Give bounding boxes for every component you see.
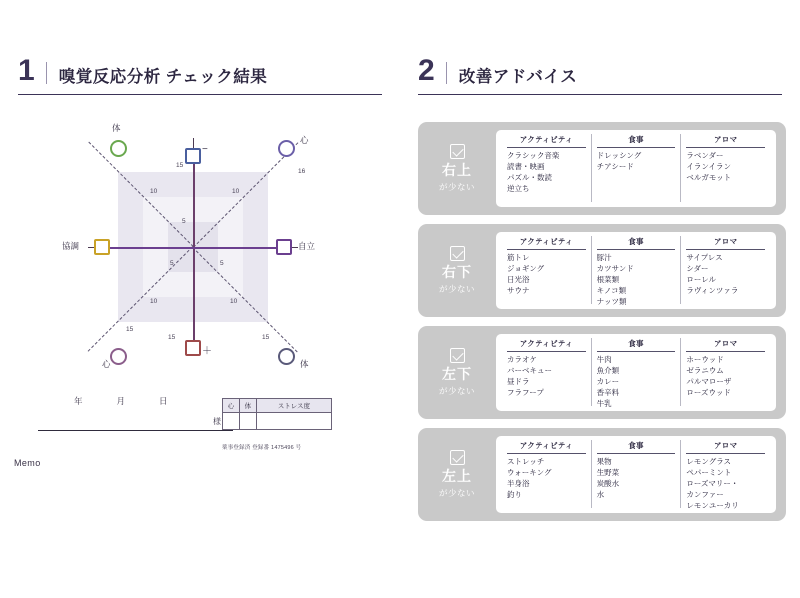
list-item: チアシード	[596, 161, 634, 171]
list-item: 炭酸水	[596, 478, 620, 488]
advice-card-list	[418, 122, 786, 530]
tick-inner-5: 5	[220, 260, 224, 267]
column-aroma	[680, 134, 770, 202]
card-body	[496, 436, 776, 513]
column-header: アロマ	[686, 338, 765, 352]
list-item: ラベンダー	[686, 151, 724, 160]
checkbox-checked-icon[interactable]	[450, 348, 465, 363]
column-header: 食事	[597, 134, 676, 148]
card-position-block	[426, 232, 488, 309]
list-item: パズル・数読	[507, 172, 552, 182]
cell-stress[interactable]	[256, 413, 331, 430]
date-row	[56, 395, 216, 407]
card-position-label: 右下	[442, 264, 472, 281]
column-header: アクティビティ	[507, 440, 586, 454]
axis-label-right: 自立	[298, 241, 316, 251]
column-header-stress: ストレス度	[256, 399, 331, 413]
corner-label-top-left: 体	[112, 123, 121, 133]
list-item: シダー	[686, 263, 709, 273]
date-day: 日	[159, 396, 168, 406]
node-top[interactable]	[185, 148, 201, 164]
list-item: カツサンド	[596, 263, 634, 273]
column-activity	[502, 338, 591, 406]
list-item: 香辛料	[596, 387, 620, 397]
list-item: ローレル	[686, 274, 717, 284]
date-year: 年	[74, 396, 83, 406]
score-table	[222, 398, 332, 430]
signature-honorific: 様	[213, 417, 221, 426]
list-item: 読書・映画	[507, 161, 545, 171]
list-item: 果物	[596, 457, 612, 466]
column-header: アロマ	[686, 236, 765, 250]
card-position-label: 右上	[442, 162, 472, 179]
tick-inner-7: 10	[230, 298, 238, 305]
list-item: ナッツ類	[596, 296, 627, 306]
checkbox-checked-icon[interactable]	[450, 144, 465, 159]
list-item: ベルガモット	[686, 172, 732, 182]
list-item: サイプレス	[686, 253, 723, 262]
column-diet	[591, 440, 681, 508]
tick-top-left: 15	[176, 162, 184, 169]
list-item: ジョギング	[507, 263, 545, 273]
list-item[interactable]	[418, 428, 786, 521]
tick-inner-2: 10	[232, 188, 240, 195]
checkbox-checked-icon[interactable]	[450, 246, 465, 261]
column-diet	[591, 338, 681, 406]
column-header: アクティビティ	[507, 236, 586, 250]
section-title: 改善アドバイス	[458, 67, 578, 86]
list-item: バーベキュー	[507, 365, 552, 375]
list-item: ペパーミント	[686, 467, 732, 477]
node-left[interactable]	[94, 239, 110, 255]
checkbox-checked-icon[interactable]	[450, 450, 465, 465]
list-item: カンファー	[686, 489, 724, 499]
axis-label-top: −	[202, 144, 208, 155]
column-diet	[591, 134, 681, 202]
list-item: 逆立ち	[507, 183, 530, 193]
axis-label-left: 協調	[62, 241, 80, 251]
list-item: 半身浴	[507, 478, 530, 488]
list-item: パルマローザ	[686, 376, 732, 386]
card-position-sub: が少ない	[438, 283, 475, 294]
column-header: 食事	[597, 236, 676, 250]
tick-bottom-3: 15	[262, 334, 270, 341]
date-month: 月	[116, 396, 126, 406]
list-item[interactable]	[418, 224, 786, 317]
list-item: ローズウッド	[686, 387, 731, 397]
corner-label-bottom-left: 心	[102, 359, 111, 369]
list-item[interactable]	[418, 122, 786, 215]
table-row	[223, 413, 332, 430]
column-header: アロマ	[686, 440, 765, 454]
list-item: 根菜類	[596, 274, 620, 284]
list-item: キノコ類	[596, 285, 627, 295]
axis-horizontal-accent	[102, 247, 284, 249]
list-item: 牛乳	[596, 398, 612, 408]
list-item: 筋トレ	[507, 253, 530, 262]
list-item: 牛肉	[596, 355, 612, 364]
card-position-label: 左上	[442, 468, 472, 485]
list-item: ストレッチ	[507, 457, 545, 466]
tick-inner-6: 10	[150, 298, 158, 305]
axis-vertical-accent	[193, 156, 195, 348]
list-item: ゼラニウム	[686, 365, 724, 375]
column-header-body: 体	[239, 399, 256, 413]
tick-inner-1: 10	[150, 188, 158, 195]
divider	[46, 62, 47, 84]
list-item: 生野菜	[596, 467, 620, 477]
page-title: 嗅覚反応分析 チェック結果	[58, 67, 268, 86]
column-header: アクティビティ	[507, 134, 586, 148]
card-position-label: 左下	[442, 366, 472, 383]
list-item: サウナ	[507, 285, 530, 295]
list-item: ドレッシング	[596, 151, 642, 160]
corner-label-top-right: 心	[300, 135, 309, 145]
column-header: アクティビティ	[507, 338, 586, 352]
node-bottom[interactable]	[185, 340, 201, 356]
list-item: ホーウッド	[686, 355, 724, 364]
list-item: 日光浴	[507, 274, 530, 284]
section-header-2	[418, 56, 782, 95]
list-item: レモンユーカリ	[686, 500, 739, 510]
tick-inner-3: 5	[182, 218, 186, 225]
corner-label-bottom-right: 体	[300, 359, 309, 369]
card-position-block	[426, 334, 488, 411]
list-item: レモングラス	[686, 457, 731, 466]
divider	[446, 62, 447, 84]
card-body	[496, 334, 776, 411]
section-number: 1	[18, 54, 34, 87]
column-header: アロマ	[686, 134, 765, 148]
tick-bottom-2: 15	[168, 334, 176, 341]
cell-body[interactable]	[239, 413, 256, 430]
card-position-sub: が少ない	[438, 487, 475, 498]
column-header: 食事	[597, 440, 676, 454]
list-item[interactable]	[418, 326, 786, 419]
table-header-row	[223, 399, 332, 413]
column-aroma	[680, 440, 770, 508]
column-aroma	[680, 338, 770, 406]
node-bottom-right[interactable]	[278, 348, 295, 365]
column-header: 食事	[597, 338, 676, 352]
list-item: 豚汁	[596, 253, 612, 262]
list-item: 釣り	[507, 489, 522, 499]
list-item: カレー	[596, 376, 620, 386]
node-right[interactable]	[276, 239, 292, 255]
tick-inner-4: 5	[170, 260, 174, 267]
tick-bottom-1: 15	[126, 326, 134, 333]
column-activity	[502, 134, 591, 202]
signature-line	[38, 430, 233, 431]
axis-label-bottom: ＋	[202, 346, 212, 357]
card-position-sub: が少ない	[438, 385, 475, 396]
column-activity	[502, 236, 591, 304]
column-activity	[502, 440, 591, 508]
list-item: ウォーキング	[507, 467, 552, 477]
list-item: フラフープ	[507, 387, 544, 397]
list-item: ラヴィンツァラ	[686, 285, 739, 295]
section-header-1	[18, 56, 382, 95]
list-item: イランイラン	[686, 161, 731, 171]
node-bottom-left[interactable]	[110, 348, 127, 365]
list-item: 魚介類	[596, 365, 620, 375]
card-position-block	[426, 436, 488, 513]
quadrant-diagram	[50, 120, 350, 370]
card-body	[496, 130, 776, 207]
tick-top-right: 16	[298, 168, 306, 175]
list-item: ローズマリー・	[686, 478, 739, 488]
list-item: 水	[596, 489, 605, 499]
section-number: 2	[418, 54, 434, 87]
registration-note: 薬事登録済 登録番 1475496 号	[222, 445, 302, 451]
node-top-right[interactable]	[278, 140, 295, 157]
card-position-block	[426, 130, 488, 207]
column-header-mind: 心	[223, 399, 240, 413]
card-body	[496, 232, 776, 309]
column-aroma	[680, 236, 770, 304]
list-item: 昼ドラ	[507, 376, 530, 386]
cell-mind[interactable]	[223, 413, 240, 430]
card-position-sub: が少ない	[438, 181, 475, 192]
node-top-left[interactable]	[110, 140, 127, 157]
list-item: カラオケ	[507, 355, 537, 364]
column-diet	[591, 236, 681, 304]
list-item: クラシック音楽	[507, 151, 560, 160]
memo-label: Memo	[14, 458, 41, 468]
